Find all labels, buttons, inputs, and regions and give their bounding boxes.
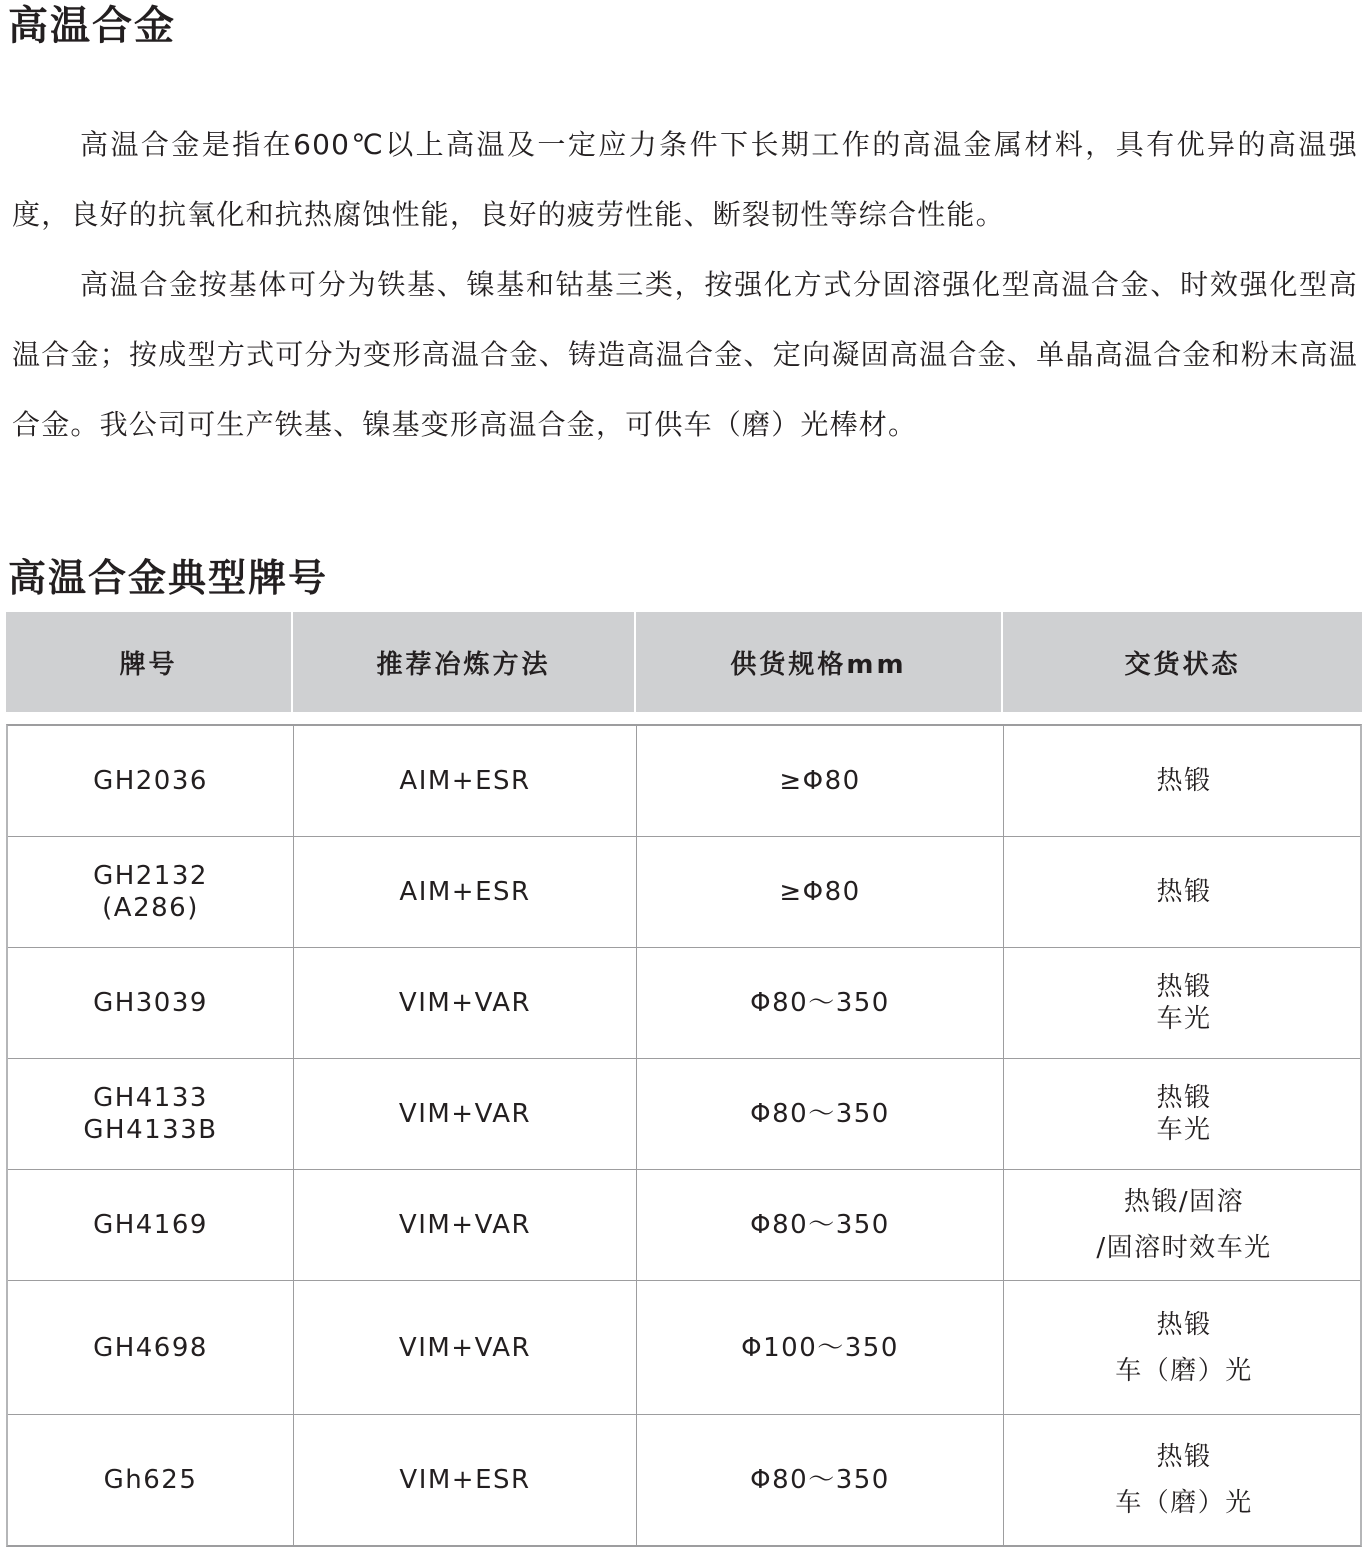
cell-spec: Φ80～350 (636, 1170, 1003, 1280)
status-line: 热锻 (1156, 877, 1212, 907)
cell-method: VIM+VAR (293, 1281, 636, 1414)
intro-paragraph-2: 高温合金按基体可分为铁基、镍基和钴基三类，按强化方式分固溶强化型高温合金、时效强化型高温合金；按成型方式可分为变形高温合金、铸造高温合金、定向凝固高温合金、单晶高温合金和粉末高温合金。我公司可生产铁基、镍基变形高温合金，可供车（磨）光棒材。 (12, 268, 1358, 441)
status-line: /固溶时效车光 (1096, 1233, 1272, 1263)
cell-status (1003, 837, 1364, 947)
cell-status (1003, 1281, 1364, 1414)
table-row (8, 1280, 1360, 1414)
cell-method: AIM+ESR (293, 726, 636, 836)
intro-paragraph-1: 高温合金是指在600℃以上高温及一定应力条件下长期工作的高温金属材料，具有优异的高温强度，良好的抗氧化和抗热腐蚀性能，良好的疲劳性能、断裂韧性等综合性能。 (12, 128, 1358, 231)
cell-status (1003, 1170, 1364, 1280)
cell-method: VIM+ESR (293, 1415, 636, 1545)
section-title: 高温合金典型牌号 (8, 556, 329, 600)
cell-spec: Φ100～350 (636, 1281, 1003, 1414)
grade-line: Gh625 (103, 1465, 198, 1495)
cell-grade (8, 837, 293, 947)
cell-spec: Φ80～350 (636, 1415, 1003, 1545)
header-method: 推荐冶炼方法 (291, 612, 634, 712)
status-line: 热锻/固溶 (1123, 1187, 1245, 1217)
cell-method: VIM+VAR (293, 1059, 636, 1169)
grade-line: (A286) (102, 893, 199, 923)
cell-method: VIM+VAR (293, 1170, 636, 1280)
cell-spec: Φ80～350 (636, 1059, 1003, 1169)
table-row (8, 1058, 1360, 1169)
table-body (6, 724, 1362, 1547)
page-title: 高温合金 (8, 3, 176, 49)
grades-table (6, 612, 1362, 1547)
cell-method: AIM+ESR (293, 837, 636, 947)
table-header (6, 612, 1362, 712)
grade-line: GH4698 (93, 1332, 208, 1363)
cell-status (1003, 948, 1364, 1058)
status-line: 车光 (1156, 1115, 1212, 1145)
status-line: 热锻 (1156, 1442, 1212, 1472)
grade-line: GH4169 (93, 1210, 208, 1240)
cell-grade (8, 1415, 293, 1545)
grade-line: GH4133 (93, 1083, 208, 1113)
table-row (8, 1169, 1360, 1280)
cell-grade (8, 1059, 293, 1169)
header-spec: 供货规格mm (634, 612, 1001, 712)
table-row (8, 947, 1360, 1058)
cell-status (1003, 1415, 1364, 1545)
table-row (8, 726, 1360, 836)
cell-status (1003, 726, 1364, 836)
cell-status (1003, 1059, 1364, 1169)
table-row (8, 1414, 1360, 1545)
grade-line: GH3039 (93, 988, 208, 1018)
grade-line: GH2132 (93, 861, 208, 891)
cell-grade (8, 1281, 293, 1414)
status-line: 车（磨）光 (1115, 1355, 1253, 1386)
cell-spec: ≥Φ80 (636, 837, 1003, 947)
status-line: 热锻 (1156, 766, 1212, 796)
header-status: 交货状态 (1001, 612, 1362, 712)
cell-spec: Φ80～350 (636, 948, 1003, 1058)
status-line: 热锻 (1156, 972, 1212, 1002)
status-line: 车（磨）光 (1115, 1488, 1253, 1518)
header-grade: 牌号 (119, 649, 178, 680)
cell-grade (8, 948, 293, 1058)
grade-line: GH2036 (93, 766, 208, 796)
cell-grade (8, 1170, 293, 1280)
table-row (8, 836, 1360, 947)
status-line: 热锻 (1156, 1309, 1212, 1340)
cell-spec: ≥Φ80 (636, 726, 1003, 836)
cell-method: VIM+VAR (293, 948, 636, 1058)
status-line: 车光 (1156, 1004, 1212, 1034)
cell-grade (8, 726, 293, 836)
grade-line: GH4133B (83, 1115, 218, 1145)
status-line: 热锻 (1156, 1083, 1212, 1113)
